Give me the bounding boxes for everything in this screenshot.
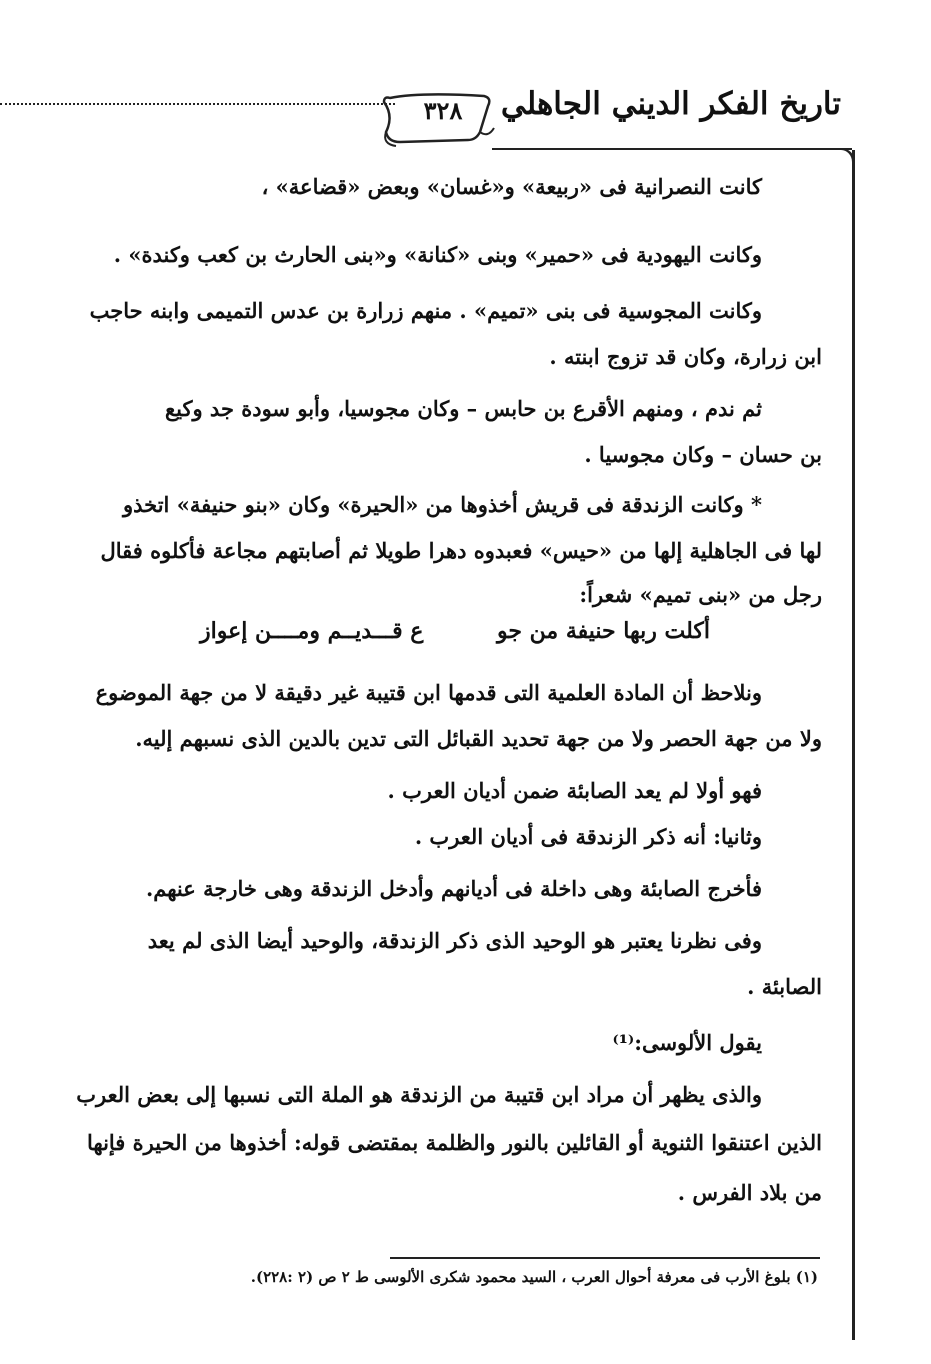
page-number: ٣٢٨: [423, 96, 463, 125]
body-line: وثانيا: أنه ذكر الزندقة فى أديان العرب .: [414, 824, 762, 849]
body-line: والذى يظهر أن مراد ابن قتيبة من الزندقة هو الملة التى نسبها إلى بعض العرب: [76, 1082, 762, 1107]
verse-second-hemistich: ع قـــديــم ومــــن إعواز: [200, 618, 424, 644]
frame-right-border: [852, 150, 855, 1340]
verse-first-hemistich: أكلت ربها حنيفة من جو: [497, 618, 710, 644]
body-line: لها فى الجاهلية إلها من «حيس» فعبدوه دهرا طويلا ثم أصابتهم مجاعة فأكلوه فقال: [100, 538, 822, 563]
body-line: وكانت المجوسية فى بنى «تميم» . منهم زرارة بن عدس التميمى وابنه حاجب: [89, 298, 762, 323]
body-line: فأخرج الصابئة وهى داخلة فى أديانهم وأدخل الزندقة وهى خارجة عنهم.: [145, 876, 762, 901]
body-line: كانت النصرانية فى «ربيعة» و«غسان» وبعض «قضاعة» ،: [261, 174, 762, 199]
body-line: * وكانت الزندقة فى قريش أخذوها من «الحيرة» وكان «بنو حنيفة» اتخذو: [122, 492, 762, 517]
footnote: (١) بلوغ الأرب فى معرفة أحوال العرب ، السيد محمود شكرى الألوسى ط ٢ ص (٢ :٢٢٨).: [250, 1268, 818, 1286]
body-line: ثم ندم ، ومنهم الأقرع بن حابس – وكان مجوسيا، وأبو سودة جد وكيع: [164, 396, 762, 421]
body-line: ابن زرارة، وكان قد تزوج ابنته .: [549, 344, 822, 369]
body-line: الذين اعتنقوا الثنوية أو القائلين بالنور والظلمة بمقتضى قوله: أخذوها من الحيرة فإنها: [86, 1130, 822, 1155]
body-line: ولا من جهة الحصر ولا من جهة تحديد القبائل التى تدين بالدين الذى نسبهم إليه.: [135, 726, 822, 751]
body-line: فهو أولا لم يعد الصابئة ضمن أديان العرب .: [387, 778, 762, 803]
body-line: وكانت اليهودية فى «حمير» وبنى «كنانة» و«بنى الحارث بن كعب وكندة» .: [113, 242, 762, 267]
body-line: رجل من «بنى تميم» شعراً:: [579, 582, 822, 607]
body-line: بن حسان – وكان مجوسيا .: [584, 442, 822, 467]
footnote-separator: [390, 1257, 820, 1259]
running-header-title: تاريخ الفكر الديني الجاهلي: [500, 86, 841, 122]
frame-top-border: [492, 148, 852, 150]
body-line: وفى نظرنا يعتبر هو الوحيد الذى ذكر الزندقة، والوحيد أيضا الذى لم يعد: [147, 928, 762, 953]
body-line: الصابئة .: [747, 974, 822, 999]
body-line: من بلاد الفرس .: [677, 1180, 822, 1205]
header-dotted-rule: [0, 103, 395, 105]
body-line: ونلاحظ أن المادة العلمية التى قدمها ابن قتيبة غير دقيقة لا من جهة الموضوع: [95, 680, 762, 705]
body-line: يقول الألوسى:⁽¹⁾: [612, 1030, 762, 1055]
